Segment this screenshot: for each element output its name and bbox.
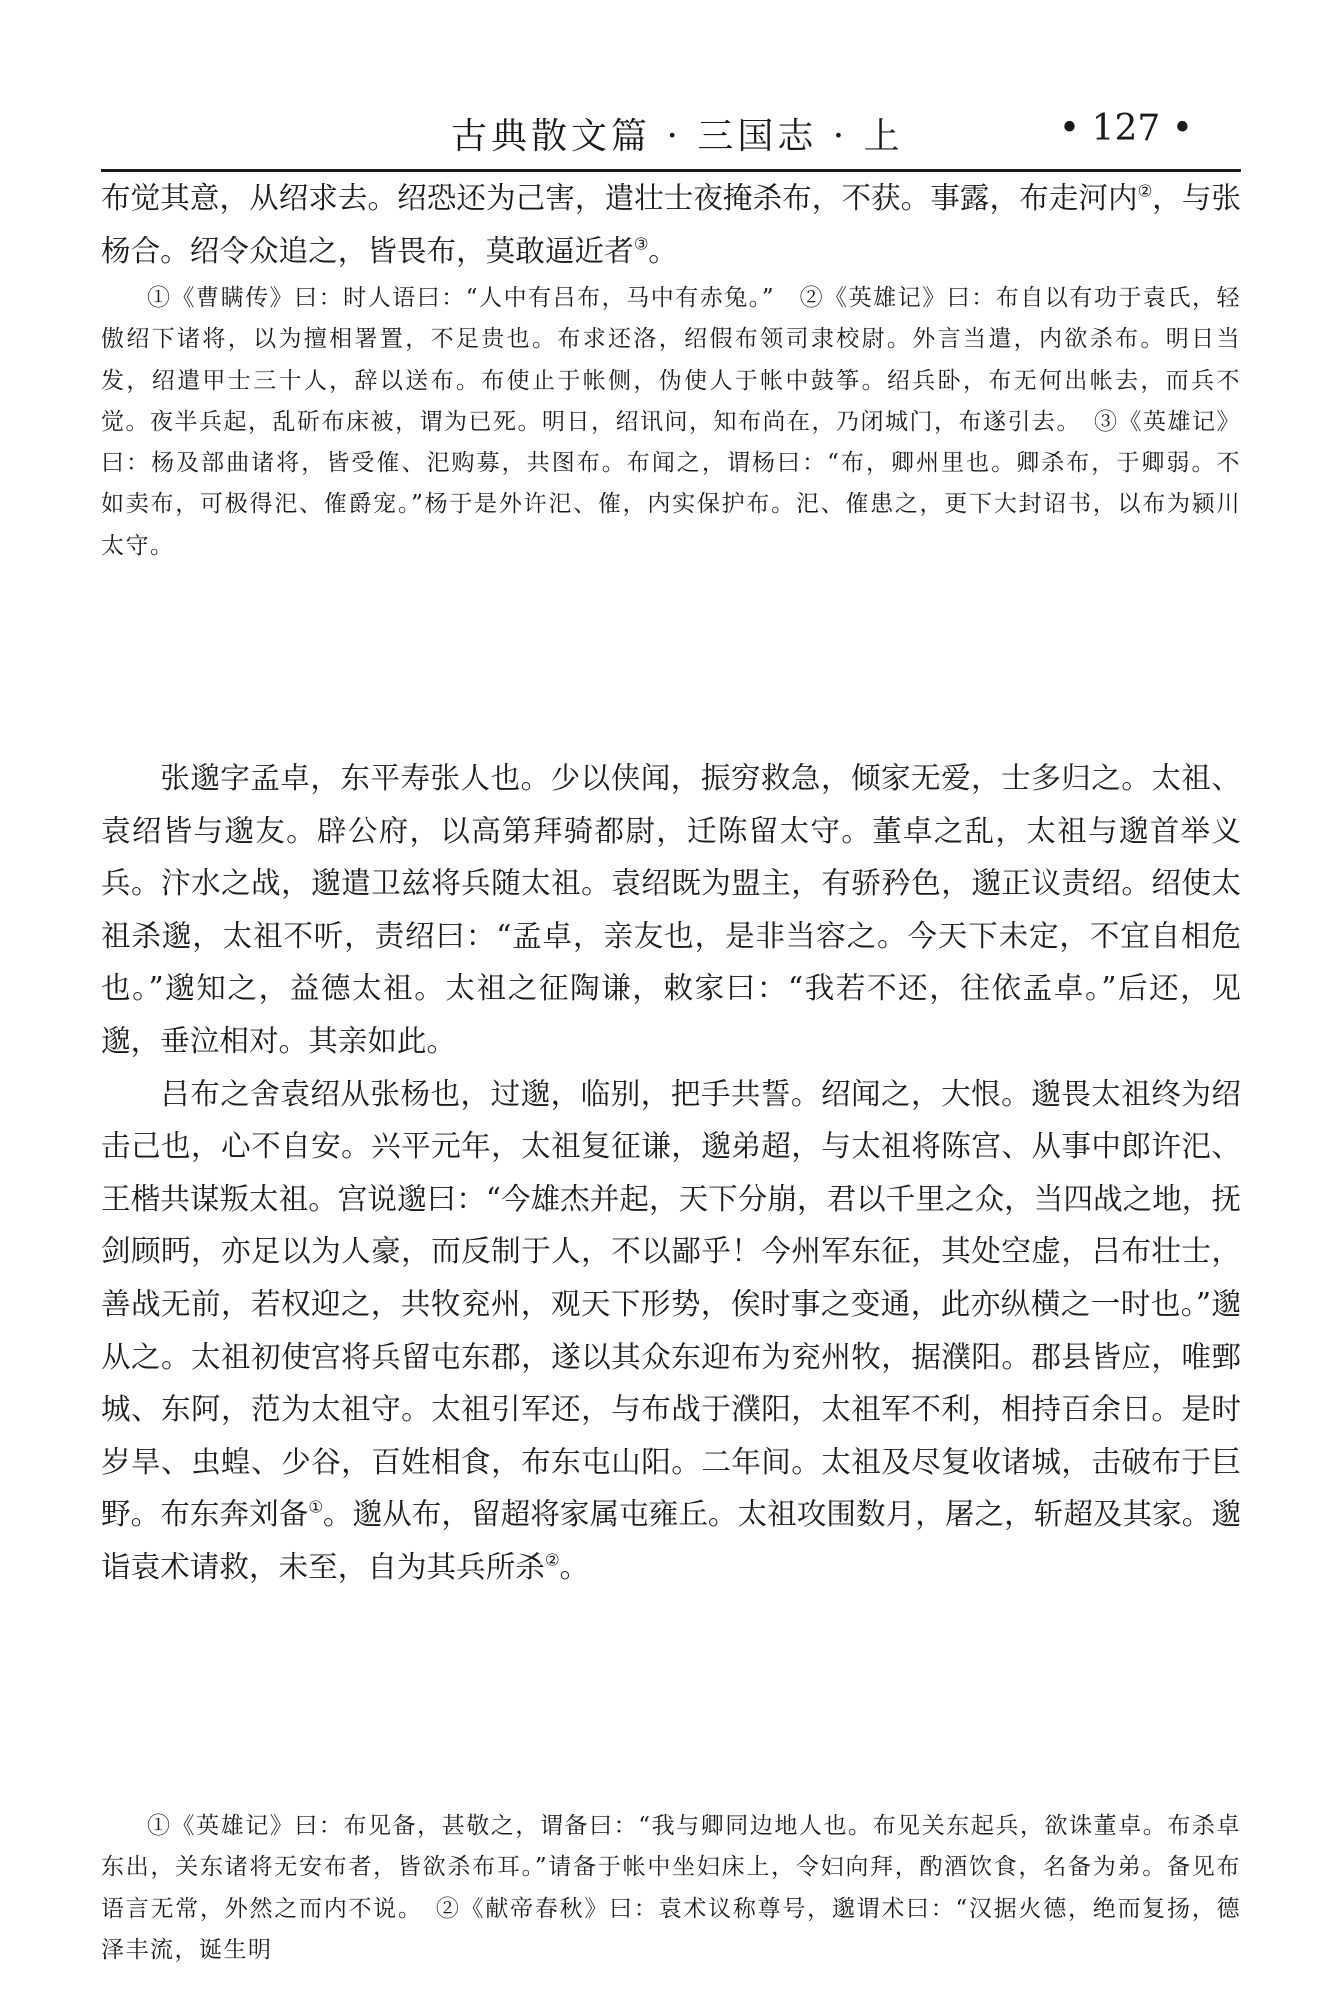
paragraph-text: 。	[559, 1549, 590, 1584]
annotation-notes: ①《曹瞒传》曰：时人语曰：“人中有吕布，马中有赤兔。” ②《英雄记》曰：布自以有功于袁氏，轻傲绍下诸将，以为擅相署置，不足贵也。布求还洛，绍假布领司隶校尉。外言当遣，内欲杀布。明日当发，绍遣甲士三十人，辞以送布。布使止于帐侧，伪使人于帐中鼓筝。绍兵卧，布无何出帐去，而兵不觉。夜半兵起，乱斫布床被，谓为已死。明日，绍讯问，知布尚在，乃闭城门，布遂引去。 ③《英雄记》曰：杨及部曲诸将，皆受傕、汜购募，共图布。布闻之，谓杨曰：“布，卿州里也。卿杀布，于卿弱。不如卖布，可极得汜、傕爵宠。”杨于是外许汜、傕，内实保护布。汜、傕患之，更下大封诏书，以布为颍川太守。	[101, 285, 1241, 559]
annotation-block-2	[101, 1806, 1241, 1971]
footnote-marker: ②	[544, 1550, 560, 1570]
page-number: • 127 •	[1058, 108, 1193, 149]
paragraph-text: 。邈从布，留超将家属屯雍丘。太祖攻围数月，屠之，斩超及其家。邈诣袁术请救，未至，自为其兵所杀	[101, 1497, 1241, 1584]
main-text	[101, 752, 1241, 1594]
book-page	[101, 0, 1241, 1997]
annotation-notes: ①《英雄记》曰：布见备，甚敬之，谓备曰：“我与卿同边地人也。布见关东起兵，欲诛董卓。布杀卓东出，关东诸将无安布者，皆欲杀布耳。”请备于帐中坐妇床上，令妇向拜，酌酒饮食，名备为弟。备见布语言无常，外然之而内不说。 ②《献帝春秋》曰：袁术议称尊号，邈谓术曰：“汉据火德，绝而复扬，德泽丰流，诞生明	[101, 1813, 1241, 1963]
paragraph-continuation	[101, 172, 1241, 277]
footnote-marker: ③	[633, 234, 649, 254]
paragraph-zhang-miao: 张邈字孟卓，东平寿张人也。少以侠闻，振穷救急，倾家无爱，士多归之。太祖、袁绍皆与邈友。辟公府，以高第拜骑都尉，迁陈留太守。董卓之乱，太祖与邈首举义兵。汴水之战，邈遣卫兹将兵随太祖。袁绍既为盟主，有骄矜色，邈正议责绍。绍使太祖杀邈，太祖不听，责绍曰：“孟卓，亲友也，是非当容之。今天下未定，不宜自相危也。”邈知之，益德太祖。太祖之征陶谦，敕家曰：“我若不还，往依孟卓。”后还，见邈，垂泣相对。其亲如此。	[101, 761, 1241, 1058]
footnote-marker: ①	[308, 1497, 323, 1517]
annotation-block	[101, 278, 1241, 567]
main-text-continuation	[101, 172, 1241, 277]
paragraph-text: ，与张杨合。绍令众追之，皆畏布，莫敢逼近者	[101, 181, 1241, 268]
paragraph-text: 吕布之舍袁绍从张杨也，过邈，临别，把手共誓。绍闻之，大恨。邈畏太祖终为绍击己也，心不自安。兴平元年，太祖复征谦，邈弟超，与太祖将陈宫、从事中郎许汜、王楷共谋叛太祖。宫说邈曰：“今雄杰并起，天下分崩，君以千里之众，当四战之地，抚剑顾眄，亦足以为人豪，而反制于人，不以鄙乎！今州军东征，其处空虚，吕布壮士，善战无前，若权迎之，共牧兖州，观天下形势，俟时事之变通，此亦纵横之一时也。”邈从之。太祖初使宫将兵留屯东郡，遂以其众东迎布为兖州牧，据濮阳。郡县皆应，唯鄄城、东阿，范为太祖守。太祖引军还，与布战于濮阳，太祖军不利，相持百余日。是时岁旱、虫蝗、少谷，百姓相食，布东屯山阳。二年间。太祖及尽复收诸城，击破布于巨野。布东奔刘备	[101, 1076, 1241, 1532]
running-header-title: 古典散文篇 · 三国志 · 上	[451, 116, 904, 157]
paragraph-text: 。	[648, 233, 678, 268]
paragraph-text: 布觉其意，从绍求去。绍恐还为己害，遣壮士夜掩杀布，不获。事露，布走河内	[101, 181, 1138, 215]
running-header	[101, 108, 1241, 170]
paragraph-lu-bu	[101, 1068, 1241, 1594]
footnote-marker: ②	[1137, 181, 1153, 201]
